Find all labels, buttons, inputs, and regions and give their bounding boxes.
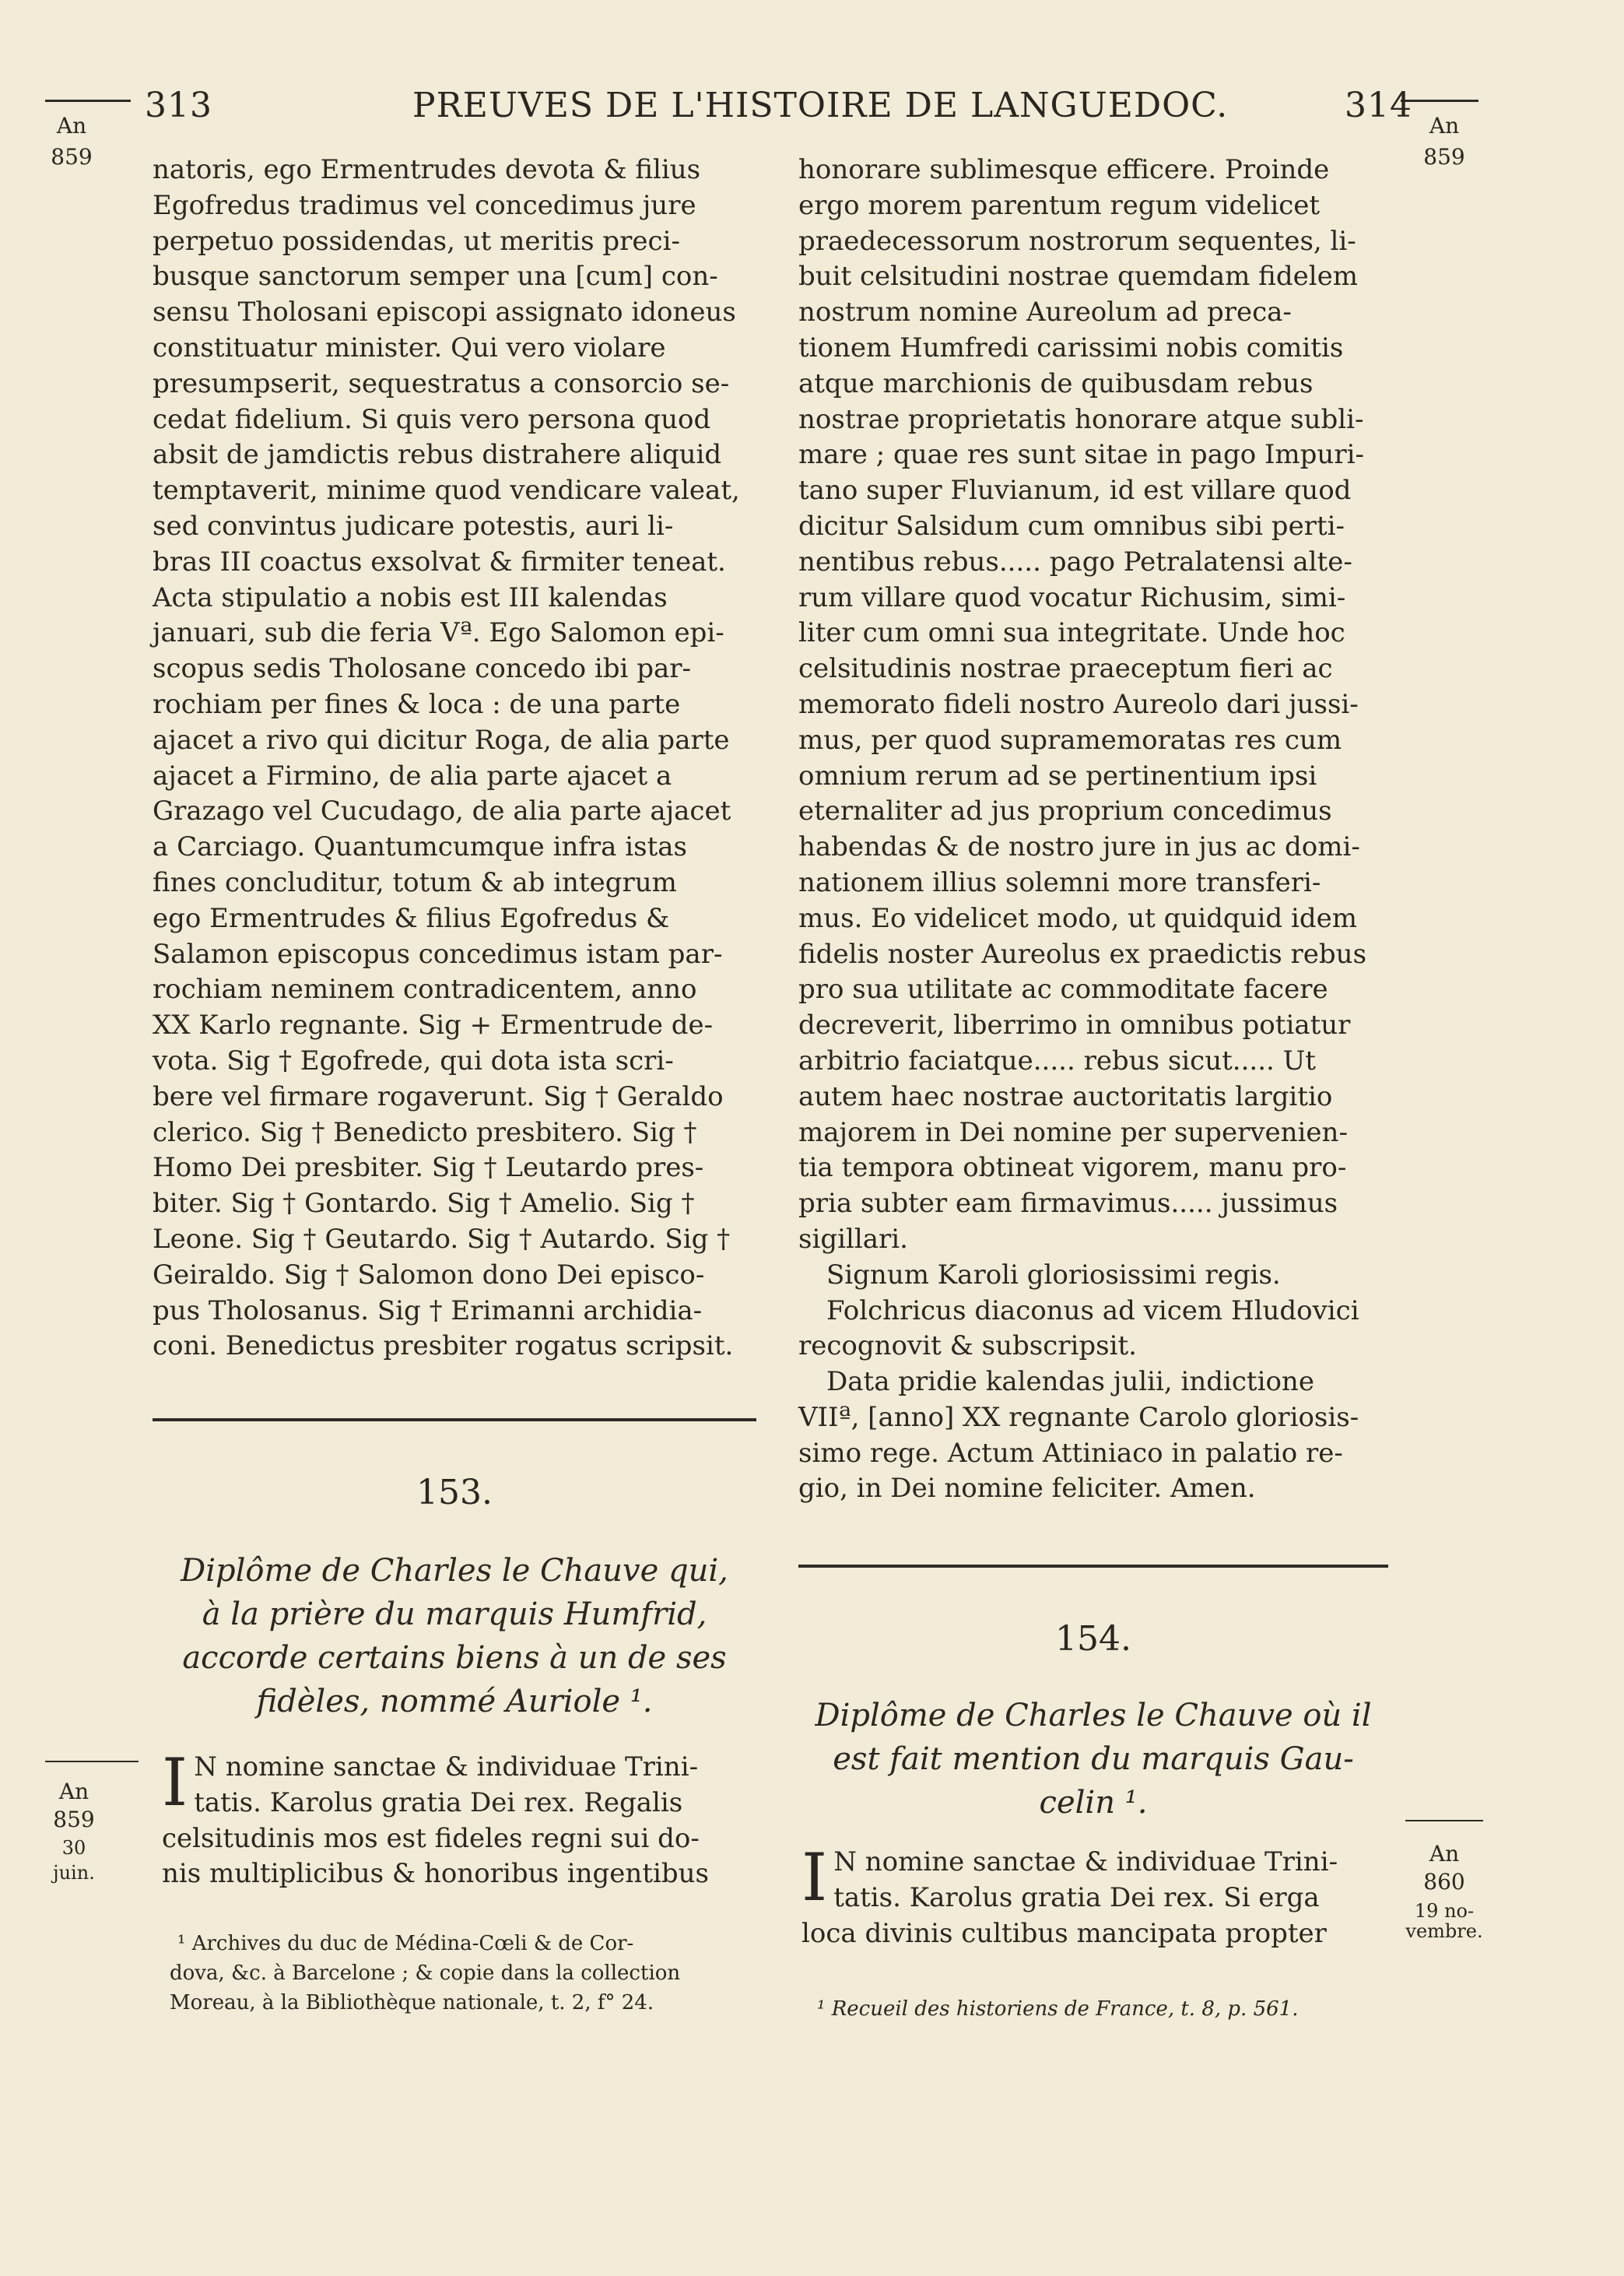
text-line: N nomine sanctae & individuae Trini- <box>833 1846 1338 1877</box>
text-line: tatis. Karolus gratia Dei rex. Si erga <box>833 1881 1320 1913</box>
margin-label: An <box>56 113 87 139</box>
section-divider-right <box>798 1565 1388 1568</box>
margin-note-doc153 <box>40 1779 107 1885</box>
margin-note-left-top <box>48 114 95 170</box>
text-line: Grazago vel Cucudago, de alia parte ajacet <box>153 796 731 827</box>
right-column-text <box>798 153 1388 1507</box>
footnote-line: dova, &c. à Barcelone ; & copie dans la collection <box>170 1962 681 1985</box>
text-line: Geiraldo. Sig † Salomon dono Dei episco- <box>153 1259 705 1291</box>
page-number-left: 313 <box>145 86 212 125</box>
text-line: ajacet a Firmino, de alia parte ajacet a <box>153 760 672 792</box>
text-line: memorato fideli nostro Aureolo dari jussi- <box>798 688 1359 720</box>
doc154-title <box>798 1694 1388 1825</box>
text-line: XX Karlo regnante. Sig + Ermentrude de- <box>153 1010 714 1041</box>
section-divider-left <box>153 1418 756 1421</box>
signum-line: Signum Karoli gloriosissimi regis. <box>826 1259 1281 1291</box>
title-line: est fait mention du marquis Gau- <box>833 1741 1354 1777</box>
drop-cap: I <box>162 1744 188 1821</box>
text-line: rochiam neminem contradicentem, anno <box>153 974 697 1006</box>
text-line: tionem Humfredi carissimi nobis comitis <box>798 332 1344 364</box>
text-line: januari, sub die feria Vª. Ego Salomon epi- <box>153 617 724 649</box>
text-line: cedat fidelium. Si quis vero persona quod <box>153 403 711 435</box>
text-line: natoris, ego Ermentrudes devota & filius <box>153 154 701 185</box>
margin-date-line2: vembre. <box>1405 1920 1483 1942</box>
text-line: tano super Fluvianum, id est villare quod <box>798 475 1352 507</box>
text-line: coni. Benedictus presbiter rogatus scripsit. <box>153 1330 734 1362</box>
page-number-right: 314 <box>1345 86 1412 125</box>
text-line: perpetuo possidendas, ut meritis preci- <box>153 225 680 257</box>
text-line: majorem in Dei nomine per supervenien- <box>798 1116 1348 1148</box>
margin-note-doc154 <box>1405 1842 1483 1941</box>
text-line: loca divinis cultibus mancipata propter <box>801 1917 1327 1949</box>
title-line: celin ¹. <box>1039 1785 1148 1821</box>
doc154-text <box>801 1839 1391 1951</box>
text-line: pus Tholosanus. Sig † Erimanni archidia- <box>153 1294 703 1326</box>
margin-year: 859 <box>51 144 93 170</box>
text-line: absit de jamdictis rebus distrahere aliquid <box>153 439 722 471</box>
text-line: autem haec nostrae auctoritatis largitio <box>798 1080 1333 1112</box>
text-line: tia tempora obtineat vigorem, manu pro- <box>798 1152 1347 1184</box>
text-line: tatis. Karolus gratia Dei rex. Regalis <box>194 1786 683 1818</box>
text-line: celsitudinis mos est fideles regni sui do- <box>162 1822 700 1854</box>
text-line: temptaverit, minime quod vendicare valeat, <box>153 475 740 507</box>
text-line: Homo Dei presbiter. Sig † Leutardo pres- <box>153 1152 704 1184</box>
text-line: liter cum omni sua integritate. Unde hoc <box>798 617 1345 649</box>
header-rule-right <box>1401 100 1478 102</box>
title-line: à la prière du marquis Humfrid, <box>202 1596 707 1632</box>
text-line: Folchricus diaconus ad vicem Hludovici <box>826 1294 1359 1326</box>
text-line: Acta stipulatio a nobis est III kalendas <box>153 581 668 613</box>
header-rule-left <box>45 100 131 102</box>
margin-year: 860 <box>1423 1869 1465 1895</box>
text-line: nostrum nomine Aureolum ad preca- <box>798 297 1292 328</box>
text-line: scopus sedis Tholosane concedo ibi par- <box>153 653 691 685</box>
text-line: ego Ermentrudes & filius Egofredus & <box>153 902 670 934</box>
text-line: Data pridie kalendas julii, indictione <box>826 1366 1314 1398</box>
margin-label: An <box>1429 113 1460 139</box>
margin-date: 30 juin. <box>53 1837 95 1884</box>
text-line: Leone. Sig † Geutardo. Sig † Autardo. Sig † <box>153 1223 731 1255</box>
text-line: simo rege. Actum Attiniaco in palatio re- <box>798 1437 1343 1469</box>
footnote-line: Moreau, à la Bibliothèque nationale, t. 2, f° 24. <box>170 1991 654 2014</box>
margin-year: 859 <box>1423 144 1465 170</box>
text-line: Egofredus tradimus vel concedimus jure <box>153 189 696 221</box>
text-line: Salamon episcopus concedimus istam par- <box>153 938 723 970</box>
drop-cap: I <box>801 1839 828 1916</box>
text-line: pria subter eam firmavimus..... jussimus <box>798 1188 1338 1220</box>
section-number-154: 154. <box>1055 1619 1131 1659</box>
margin-note-right-top <box>1421 114 1468 170</box>
text-line: omnium rerum ad se pertinentium ipsi <box>798 760 1317 792</box>
text-line: a Carciago. Quantumcumque infra istas <box>153 831 687 863</box>
text-line: N nomine sanctae & individuae Trini- <box>194 1751 699 1783</box>
title-line: accorde certains biens à un de ses <box>182 1640 727 1676</box>
section-number-153: 153. <box>416 1473 493 1512</box>
text-line: decreverit, liberrimo in omnibus potiatur <box>798 1010 1351 1041</box>
text-line: constituatur minister. Qui vero violare <box>153 332 666 364</box>
text-line: nostrae proprietatis honorare atque subli- <box>798 403 1364 435</box>
text-line: clerico. Sig † Benedicto presbitero. Sig † <box>153 1116 697 1148</box>
doc153-title <box>153 1549 756 1723</box>
text-line: ajacet a rivo qui dicitur Roga, de alia parte <box>153 724 730 756</box>
text-line: busque sanctorum semper una [cum] con- <box>153 261 718 293</box>
text-line: nis multiplicibus & honoribus ingentibus <box>162 1858 709 1890</box>
margin-date-line1: 19 no- <box>1414 1900 1475 1922</box>
text-line: atque marchionis de quibusdam rebus <box>798 367 1314 399</box>
text-line: celsitudinis nostrae praeceptum fieri ac <box>798 653 1333 685</box>
text-line: pro sua utilitate ac commoditate facere <box>798 974 1328 1006</box>
text-line: honorare sublimesque efficere. Proinde <box>798 154 1330 185</box>
margin-rule-153 <box>45 1761 139 1762</box>
text-line: nentibus rebus..... pago Petralatensi alte- <box>798 546 1352 578</box>
text-line: VIIª, [anno] XX regnante Carolo gloriosis- <box>798 1401 1359 1433</box>
text-line: buit celsitudini nostrae quemdam fidelem <box>798 261 1358 293</box>
text-line: gio, in Dei nomine feliciter. Amen. <box>798 1473 1256 1505</box>
doc154-footnote: ¹ Recueil des historiens de France, t. 8, p. 561. <box>817 1997 1299 2021</box>
doc153-text <box>162 1744 756 1892</box>
text-line: eternaliter ad jus proprium concedimus <box>798 796 1332 827</box>
margin-label: An <box>1429 1841 1460 1867</box>
text-line: recognovit & subscripsit. <box>798 1330 1137 1362</box>
text-line: fidelis noster Aureolus ex praedictis rebus <box>798 938 1367 970</box>
title-line: Diplôme de Charles le Chauve qui, <box>181 1553 728 1589</box>
left-column-text <box>153 153 756 1365</box>
doc153-footnote <box>170 1929 761 2018</box>
running-title: PREUVES DE L'HISTOIRE DE LANGUEDOC. <box>412 86 1229 125</box>
text-line: sigillari. <box>798 1223 908 1255</box>
text-line: bere vel firmare rogaverunt. Sig † Geraldo <box>153 1080 724 1112</box>
text-line: rochiam per fines & loca : de una parte <box>153 688 681 720</box>
text-line: mus. Eo videlicet modo, ut quidquid idem <box>798 902 1357 934</box>
text-line: sensu Tholosani episcopi assignato idoneus <box>153 297 736 328</box>
margin-rule-154 <box>1405 1820 1483 1821</box>
text-line: nationem illius solemni more transferi- <box>798 866 1321 898</box>
text-line: rum villare quod vocatur Richusim, simi- <box>798 581 1346 613</box>
text-line: dicitur Salsidum cum omnibus sibi perti- <box>798 510 1345 542</box>
text-line: sed convintus judicare potestis, auri li- <box>153 510 674 542</box>
text-line: arbitrio faciatque..... rebus sicut..... Ut <box>798 1045 1316 1077</box>
margin-year: 859 <box>53 1807 95 1832</box>
text-line: mus, per quod supramemoratas res cum <box>798 724 1342 756</box>
footnote-line: ¹ Archives du duc de Médina-Cœli & de Cor- <box>177 1932 634 1955</box>
text-line: praedecessorum nostrorum sequentes, li- <box>798 225 1356 257</box>
text-line: biter. Sig † Gontardo. Sig † Amelio. Sig † <box>153 1188 695 1220</box>
text-line: mare ; quae res sunt sitae in pago Impuri- <box>798 439 1364 471</box>
text-line: habendas & de nostro jure in jus ac domi- <box>798 831 1360 863</box>
title-line: fidèles, nommé Auriole ¹. <box>256 1684 653 1719</box>
text-line: vota. Sig † Egofrede, qui dota ista scri- <box>153 1045 674 1077</box>
margin-label: An <box>58 1779 89 1804</box>
text-line: ergo morem parentum regum videlicet <box>798 189 1321 221</box>
text-line: presumpserit, sequestratus a consorcio se- <box>153 367 730 399</box>
title-line: Diplôme de Charles le Chauve où il <box>815 1698 1372 1733</box>
text-line: fines concluditur, totum & ab integrum <box>153 866 677 898</box>
text-line: bras III coactus exsolvat & firmiter teneat. <box>153 546 726 578</box>
